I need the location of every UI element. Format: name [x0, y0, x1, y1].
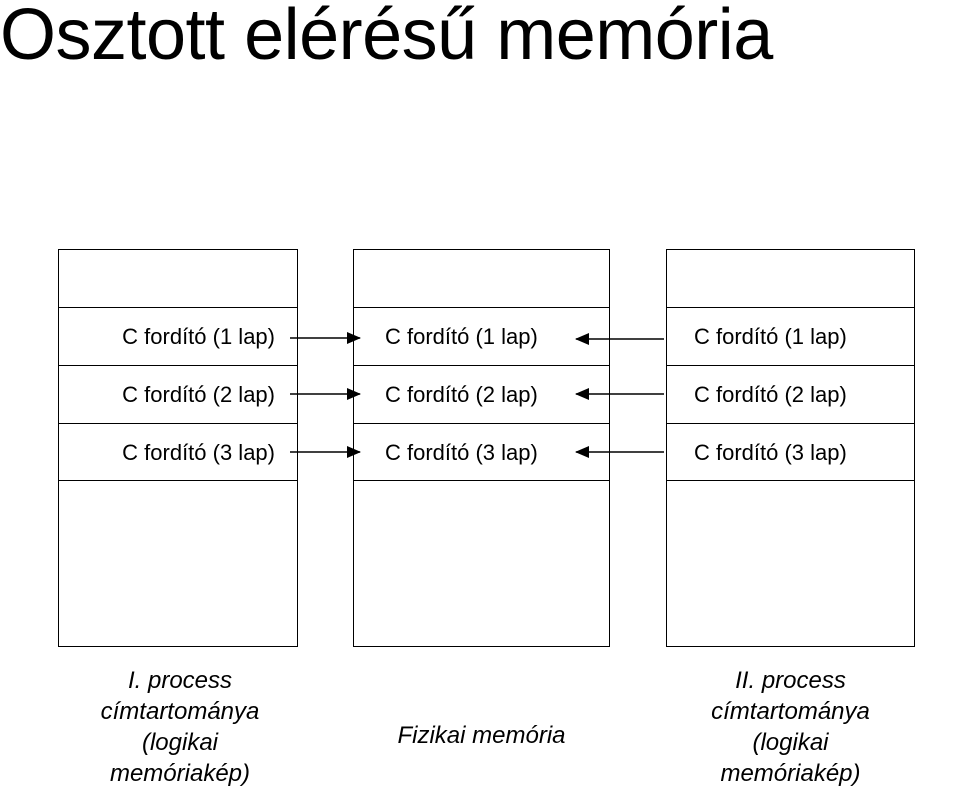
process-2-page-1: C fordító (1 lap) — [667, 307, 914, 365]
process-2-caption-line-4: memóriakép) — [720, 760, 861, 787]
process-2-caption — [666, 665, 915, 789]
process-2-page-2: C fordító (2 lap) — [667, 365, 914, 423]
process-1-page-2: C fordító (2 lap) — [59, 365, 297, 423]
process-2-caption-line-3: (logikai — [752, 729, 829, 756]
process-1-caption-line-3: (logikai — [141, 729, 219, 756]
physical-page-2: C fordító (2 lap) — [354, 365, 609, 423]
process-2-caption-line-2: címtartománya — [711, 698, 870, 725]
process-1-address-space — [58, 249, 298, 647]
process-1-caption-line-1: I. process — [127, 667, 233, 694]
process-2-caption-line-1: II. process — [735, 667, 846, 694]
process-1-page-3: C fordító (3 lap) — [59, 423, 297, 481]
page-title: Osztott elérésű memória — [0, 0, 773, 75]
process-1-caption-line-4: memóriakép) — [109, 760, 251, 787]
process-1-caption — [60, 665, 300, 789]
physical-memory-caption — [353, 720, 610, 751]
process-2-address-space — [666, 249, 915, 647]
physical-page-3: C fordító (3 lap) — [354, 423, 609, 481]
physical-page-1: C fordító (1 lap) — [354, 307, 609, 365]
process-2-page-3: C fordító (3 lap) — [667, 423, 914, 481]
process-1-caption-line-2: címtartománya — [100, 698, 260, 725]
physical-memory-caption-line-1: Fizikai memória — [397, 722, 566, 749]
process-1-page-1: C fordító (1 lap) — [59, 307, 297, 365]
physical-memory — [353, 249, 610, 647]
